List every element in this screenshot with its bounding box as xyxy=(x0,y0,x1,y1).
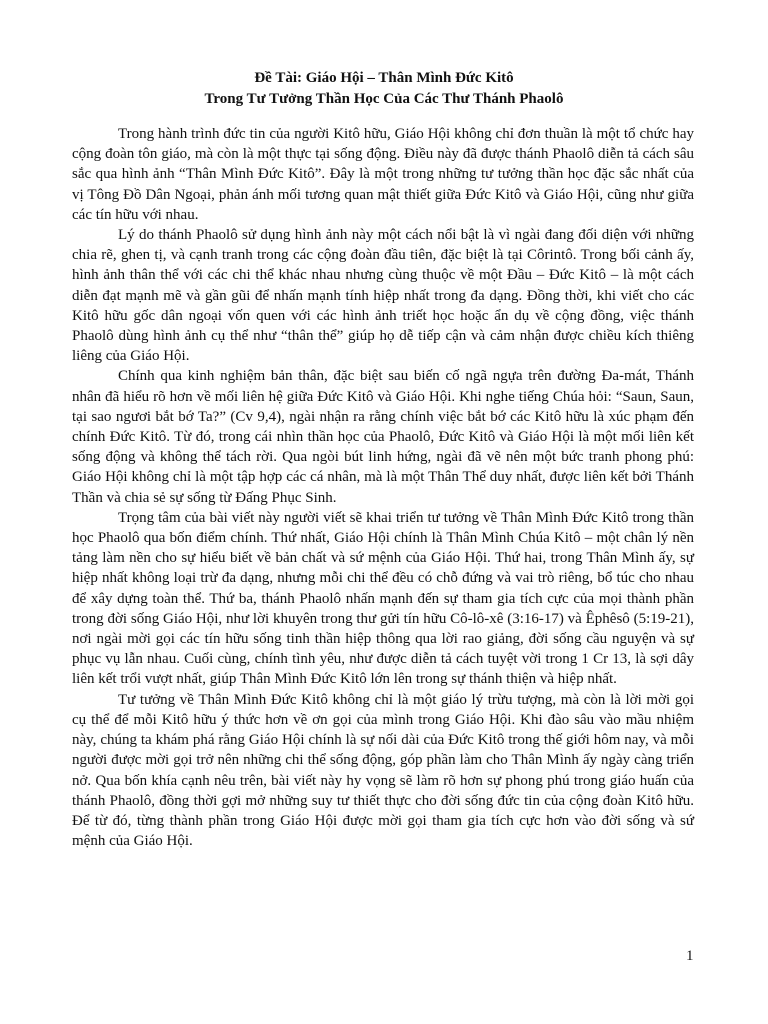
paragraph-2: Lý do thánh Phaolô sử dụng hình ảnh này một cách nổi bật là vì ngài đang đối diện với những chia rẽ, ghen tị, và cạnh tranh trong các cộng đoàn đầu tiên, đặc biệt là tại Côrintô. Trong bối cảnh ấy, hình ảnh thân thể với các chi thể khác nhau nhưng cùng thuộc về một Đầu – Đức Kitô – là một cách diễn đạt mạnh mẽ và gần gũi để nhấn mạnh tính hiệp nhất trong đa dạng. Đồng thời, khi viết cho các Kitô hữu gốc dân ngoại vốn quen với các hình ảnh triết học hoặc ẩn dụ về cộng đồng, việc thánh Phaolô dùng hình ảnh cụ thể như “thân thể” giúp họ dễ tiếp cận và cảm nhận được chiều kích thiêng liêng của Giáo Hội. xyxy=(72,227,694,365)
paragraph-4: Trọng tâm của bài viết này người viết sẽ khai triển tư tưởng về Thân Mình Đức Kitô trong thần học Phaolô qua bốn điểm chính. Thứ nhất, Giáo Hội chính là Thân Mình Chúa Kitô – một chân lý nền tảng làm nền cho sự hiểu biết về bản chất và sứ mệnh của Giáo Hội. Thứ hai, trong Thân Mình ấy, sự hiệp nhất không loại trừ đa dạng, nhưng mỗi chi thể đều có chỗ đứng và vai trò riêng, bổ túc cho nhau để xây dựng toàn thể. Thứ ba, thánh Phaolô nhấn mạnh đến sự tham gia tích cực của mọi thành phần trong đời sống Giáo Hội, như lời khuyên trong thư gửi tín hữu Cô-lô-xê (3:16-17) và Êphêsô (5:19-21), nơi ngài mời gọi các tín hữu sống tinh thần hiệp thông qua lời rao giảng, đời sống cầu nguyện và sự phục vụ lẫn nhau. Cuối cùng, chính tình yêu, như được diễn tả cách tuyệt vời trong 1 Cr 13, là sợi dây liên kết trổi vượt nhất, giúp Thân Mình Đức Kitô lớn lên trong sự thánh thiện và hiệp nhất. xyxy=(72,509,694,688)
document-body xyxy=(72,124,694,851)
title-line-1: Đề Tài: Giáo Hội – Thân Mình Đức Kitô xyxy=(254,70,514,86)
paragraph-5: Tư tưởng về Thân Mình Đức Kitô không chỉ là một giáo lý trừu tượng, mà còn là lời mời gọi cụ thể để mỗi Kitô hữu ý thức hơn về ơn gọi của mình trong Giáo Hội. Khi đào sâu vào mầu nhiệm này, chúng ta khám phá rằng Giáo Hội chính là sự nối dài của Đức Kitô trong thế giới hôm nay, và mỗi người được mời gọi trở nên những chi thể sống động, góp phần làm cho Thân Mình ấy ngày càng triển nở. Qua bốn khía cạnh nêu trên, bài viết này hy vọng sẽ làm rõ hơn sự phong phú trong giáo huấn của thánh Phaolô, đồng thời gợi mở những suy tư thiết thực cho đời sống đức tin của cộng đoàn Kitô hữu. Để từ đó, từng thành phần trong Giáo Hội được mời gọi tham gia tích cực hơn vào đời sống và sứ mệnh của Giáo Hội. xyxy=(72,691,694,850)
page-number: 1 xyxy=(686,948,694,964)
document-title xyxy=(72,68,696,110)
title-line-2: Trong Tư Tưởng Thần Học Của Các Thư Thánh Phaolô xyxy=(204,91,564,107)
paragraph-3: Chính qua kinh nghiệm bản thân, đặc biệt sau biến cố ngã ngựa trên đường Đa-mát, Thánh nhân đã hiểu rõ hơn về mối liên hệ giữa Đức Kitô và Giáo Hội. Khi nghe tiếng Chúa hỏi: “Saun, Saun, tại sao ngươi bắt bớ Ta?” (Cv 9,4), ngài nhận ra rằng chính việc bắt bớ các Kitô hữu là xúc phạm đến chính Đức Kitô. Từ đó, trong cái nhìn thần học của Phaolô, Đức Kitô và Giáo Hội là một mối liên kết sống động và không thể tách rời. Qua ngòi bút linh hứng, ngài đã vẽ nên một bức tranh phong phú: Giáo Hội không chỉ là một tập hợp các cá nhân, mà là một Thân Thể duy nhất, được liên kết bởi Thánh Thần và chia sẻ sự sống từ Đấng Phục Sinh. xyxy=(72,368,694,506)
paragraph-1: Trong hành trình đức tin của người Kitô hữu, Giáo Hội không chỉ đơn thuần là một tổ chức hay cộng đoàn tôn giáo, mà còn là một thực tại sống động. Điều này đã được thánh Phaolô diễn tả cách sâu sắc qua hình ảnh “Thân Mình Đức Kitô”. Đây là một trong những tư tưởng thần học đặc sắc nhất của vị Tông Đồ Dân Ngoại, phản ánh mối tương quan mật thiết giữa Đức Kitô và Giáo Hội, cũng như giữa các tín hữu với nhau. xyxy=(72,126,694,223)
